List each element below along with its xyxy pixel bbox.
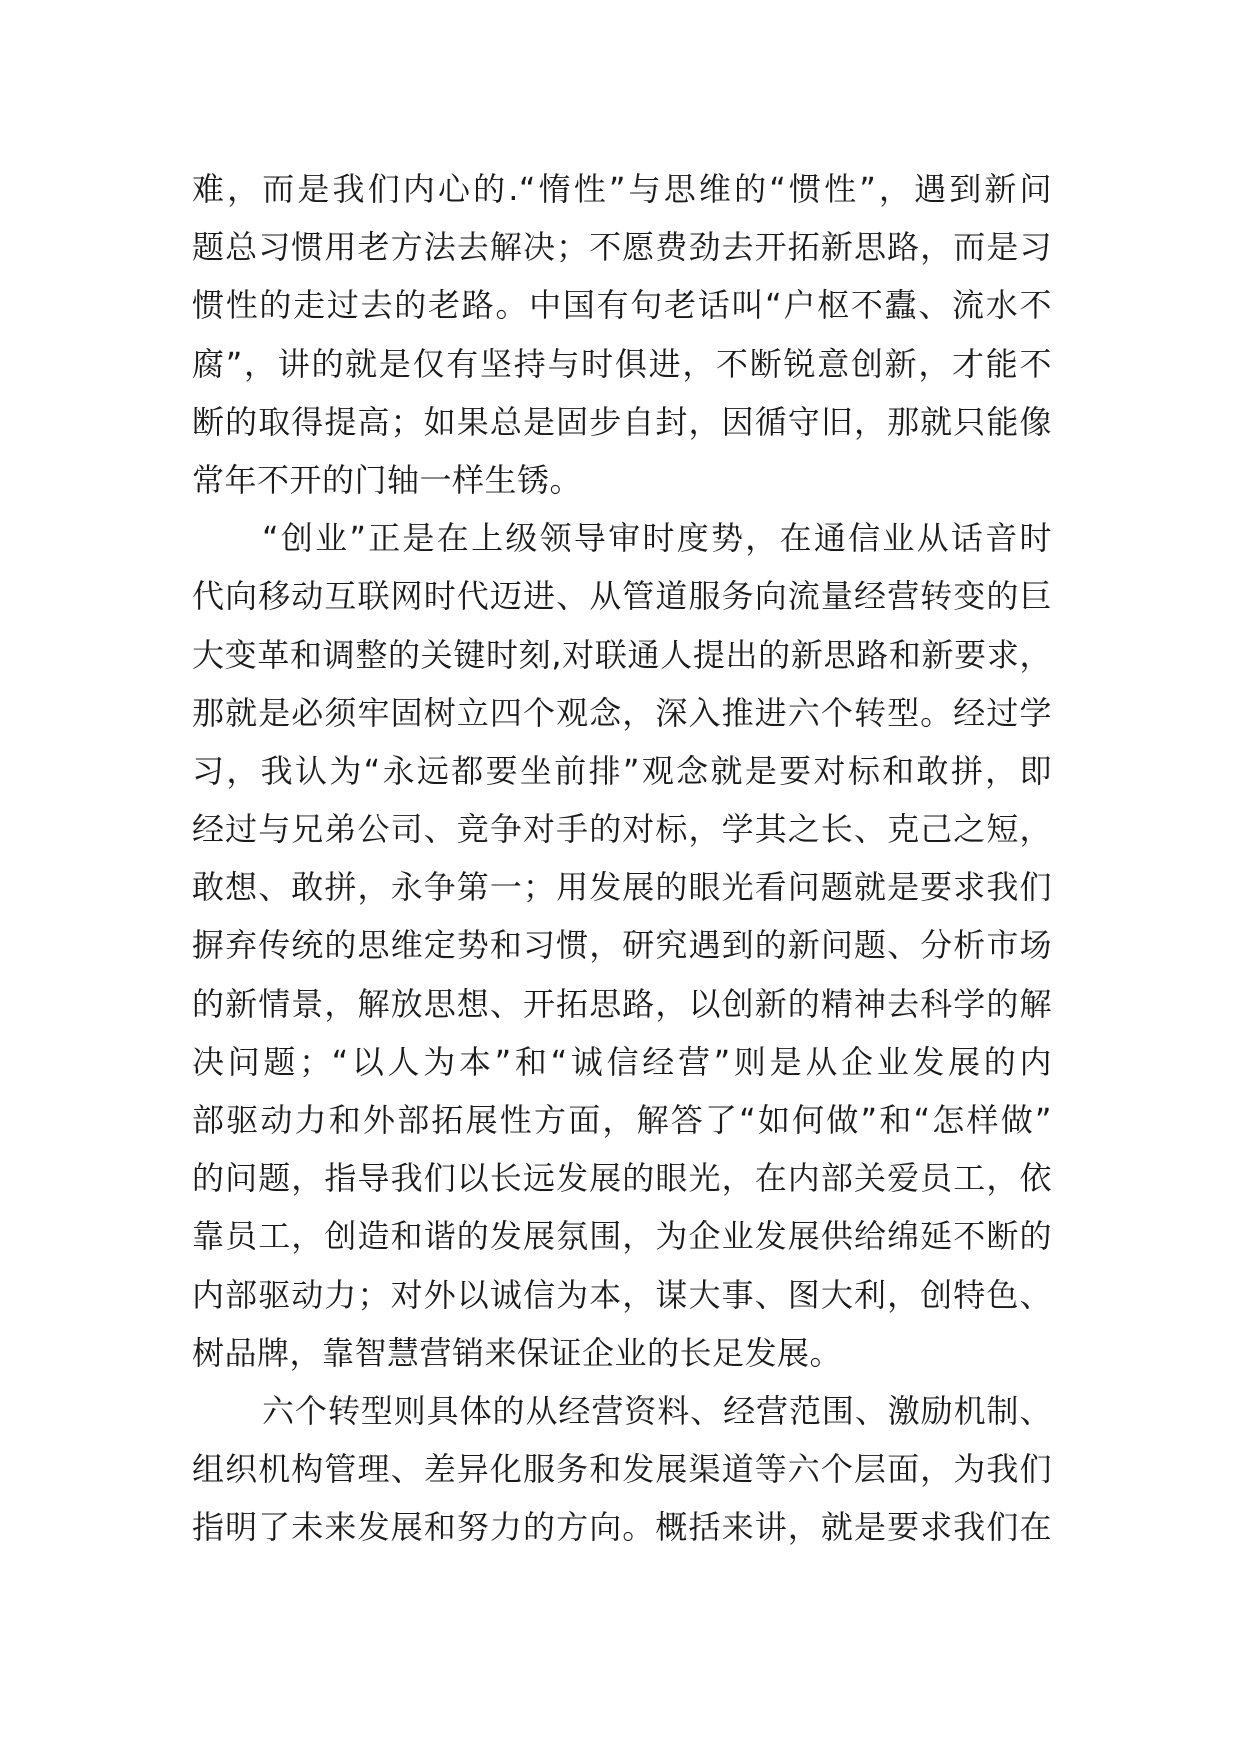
text-line: 决问题；“以人为本”和“诚信经营”则是从企业发展的内 bbox=[192, 1042, 1052, 1081]
text-line: 靠员工，创造和谐的发展氛围，为企业发展供给绵延不断的 bbox=[192, 1217, 1052, 1256]
text-line: 内部驱动力；对外以诚信为本，谋大事、图大利，创特色、 bbox=[192, 1275, 1052, 1314]
text-line: 那就是必须牢固树立四个观念，深入推进六个转型。经过学 bbox=[192, 693, 1052, 732]
text-line: 常年不开的门轴一样生锈。 bbox=[192, 460, 583, 499]
text-line: 题总习惯用老方法去解决；不愿费劲去开拓新思路，而是习 bbox=[192, 228, 1052, 267]
text-line: 难，而是我们内心的.“惰性”与思维的“惯性”，遇到新问 bbox=[192, 170, 1052, 208]
text-line: 经过与兄弟公司、竞争对手的对标，学其之长、克己之短， bbox=[192, 810, 1052, 849]
text-line: 部驱动力和外部拓展性方面，解答了“如何做”和“怎样做” bbox=[192, 1101, 1052, 1139]
text-line: 大变革和调整的关键时刻,对联通人提出的新思路和新要求， bbox=[192, 635, 1052, 674]
text-line: 腐”，讲的就是仅有坚持与时俱进，不断锐意创新，才能不 bbox=[192, 344, 1052, 383]
text-line: 惯性的走过去的老路。中国有句老话叫“户枢不蠹、流水不 bbox=[192, 286, 1052, 325]
text-line: 组织机构管理、差异化服务和发展渠道等六个层面，为我们 bbox=[192, 1450, 1052, 1489]
body-text bbox=[192, 160, 1052, 1557]
text-line: 代向移动互联网时代迈进、从管道服务向流量经营转变的巨 bbox=[192, 577, 1052, 616]
text-line: 的新情景，解放思想、开拓思路，以创新的精神去科学的解 bbox=[192, 984, 1052, 1023]
text-line: 摒弃传统的思维定势和习惯，研究遇到的新问题、分析市场 bbox=[192, 926, 1052, 965]
paragraph-2 bbox=[192, 509, 1052, 1382]
text-line: 断的取得提高；如果总是固步自封，因循守旧，那就只能像 bbox=[192, 402, 1052, 441]
text-line: 敢想、敢拼，永争第一；用发展的眼光看问题就是要求我们 bbox=[192, 868, 1052, 907]
text-line: 六个转型则具体的从经营资料、经营范围、激励机制、 bbox=[262, 1391, 1052, 1430]
text-line: 指明了未来发展和努力的方向。概括来讲，就是要求我们在 bbox=[192, 1508, 1052, 1547]
paragraph-3 bbox=[192, 1382, 1052, 1557]
text-line: “创业”正是在上级领导审时度势，在通信业从话音时 bbox=[262, 519, 1052, 558]
paragraph-1 bbox=[192, 160, 1052, 509]
text-line: 的问题，指导我们以长远发展的眼光，在内部关爱员工，依 bbox=[192, 1159, 1052, 1198]
text-line: 树品牌，靠智慧营销来保证企业的长足发展。 bbox=[192, 1333, 843, 1372]
text-line: 习，我认为“永远都要坐前排”观念就是要对标和敢拼，即 bbox=[192, 751, 1052, 790]
